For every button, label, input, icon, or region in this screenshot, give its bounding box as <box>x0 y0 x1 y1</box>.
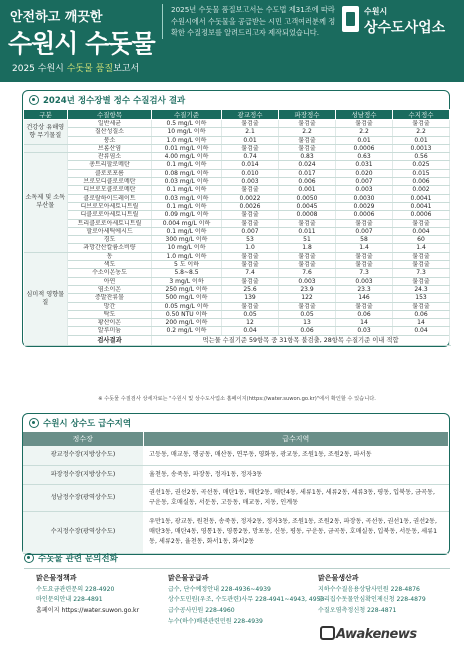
contact-line[interactable]: 수도요금관련문의 228-4920 <box>36 585 115 593</box>
quality-value: 0.0006 <box>336 144 393 152</box>
quality-standard: 1.0 mg/L 이하 <box>152 136 222 144</box>
quality-value: 0.015 <box>393 169 450 177</box>
subtitle-end: 보고서 <box>113 64 140 74</box>
quality-value: 0.004 <box>393 227 450 235</box>
quality-col-header: 구분 <box>24 110 68 120</box>
quality-value: 불검출 <box>393 219 450 227</box>
logo-city: 수원시 <box>364 7 388 16</box>
supply-plant: 성남정수장(광역상수도) <box>23 484 143 511</box>
quality-value: 0.0008 <box>279 211 336 219</box>
quality-value: 60 <box>393 236 450 244</box>
report-header <box>0 0 464 82</box>
quality-row <box>24 269 450 277</box>
subtitle-year: 2025 수원시 <box>12 64 64 74</box>
quality-standard: 0.05 mg/L 이하 <box>152 302 222 310</box>
contact-department: 맑은물생산과 <box>318 574 359 582</box>
quality-standard: 0.1 mg/L 이하 <box>152 161 222 169</box>
quality-value: 0.03 <box>336 327 393 335</box>
quality-value: 0.0041 <box>393 194 450 202</box>
quality-value: 0.0050 <box>279 194 336 202</box>
contact-line[interactable]: 누수(하수)배관관련민원 228-4939 <box>168 617 263 625</box>
quality-value: 0.0013 <box>393 144 450 152</box>
supply-table <box>23 432 449 554</box>
quality-item: 망간 <box>68 302 152 310</box>
quality-value: 7.3 <box>336 269 393 277</box>
quality-value: 0.74 <box>222 153 279 161</box>
quality-value: 0.06 <box>393 310 450 318</box>
quality-item: 과망간산칼륨소비량 <box>68 244 152 252</box>
quality-row <box>24 194 450 202</box>
quality-standard: 300 mg/L 이하 <box>152 236 222 244</box>
quality-item: 알루미늄 <box>68 327 152 335</box>
quality-row <box>24 319 450 327</box>
quality-value: 불검출 <box>222 144 279 152</box>
quality-value: 0.06 <box>336 310 393 318</box>
quality-item: 탁도 <box>68 310 152 318</box>
quality-value: 7.4 <box>222 269 279 277</box>
contacts-title: 수돗물 관련 문의전화 <box>24 552 118 564</box>
quality-value: 불검출 <box>393 261 450 269</box>
quality-category: 소독제 및 소독부산물 <box>24 153 68 253</box>
quality-value: 0.017 <box>279 169 336 177</box>
contact-line[interactable]: 급수공사민원 228-4960 <box>168 607 235 615</box>
quality-standard: 5.8~8.5 <box>152 269 222 277</box>
quality-value: 0.003 <box>336 186 393 194</box>
quality-value: 0.031 <box>336 161 393 169</box>
quality-value: 23.3 <box>336 285 393 293</box>
result-text: 먹는물 수질기준 59항목 중 31항목 불검출, 28항목 수질기준 이내 적합 <box>152 335 450 345</box>
quality-value: 불검출 <box>222 261 279 269</box>
quality-value: 불검출 <box>393 252 450 260</box>
quality-value: 2.2 <box>393 128 450 136</box>
supply-plant: 파장정수장(지방상수도) <box>23 465 143 484</box>
quality-result-row <box>24 335 450 345</box>
quality-category: 심미적 영향물질 <box>24 252 68 345</box>
quality-value: 0.020 <box>336 169 393 177</box>
quality-value: 7.3 <box>393 269 450 277</box>
quality-row <box>24 128 450 136</box>
quality-value: 0.83 <box>279 153 336 161</box>
quality-standard: 0.2 mg/L 이하 <box>152 327 222 335</box>
quality-section <box>22 90 450 347</box>
quality-row <box>24 186 450 194</box>
quality-value: 14 <box>393 319 450 327</box>
quality-row <box>24 236 450 244</box>
quality-value: 0.0030 <box>336 194 393 202</box>
title-line1: 안전하고 깨끗한 <box>10 10 103 25</box>
quality-standard: 3 mg/L 이하 <box>152 277 222 285</box>
quality-row <box>24 136 450 144</box>
quality-value: 0.01 <box>393 136 450 144</box>
quality-standard: 0.01 mg/L 이하 <box>152 144 222 152</box>
report-subtitle <box>12 61 139 74</box>
quality-value: 12 <box>222 319 279 327</box>
quality-row <box>24 227 450 235</box>
quality-value: 25.6 <box>222 285 279 293</box>
quality-item: 디클로로아세토니트릴 <box>68 211 152 219</box>
supply-row <box>23 484 449 511</box>
quality-value: 2.2 <box>336 128 393 136</box>
contact-line[interactable]: 수질오염측정신청 228-4871 <box>318 607 397 615</box>
watermark-logo-icon <box>320 626 335 640</box>
quality-value: 불검출 <box>279 219 336 227</box>
quality-item: 트리클로로아세토니트릴 <box>68 219 152 227</box>
quality-standard: 0.50 NTU 이하 <box>152 310 222 318</box>
quality-value: 153 <box>393 294 450 302</box>
quality-value: 2.1 <box>222 128 279 136</box>
quality-row <box>24 302 450 310</box>
quality-value: 0.006 <box>393 178 450 186</box>
quality-item: 경도 <box>68 236 152 244</box>
quality-value: 0.003 <box>336 277 393 285</box>
quality-value: 0.002 <box>393 186 450 194</box>
quality-value: 불검출 <box>279 136 336 144</box>
quality-row <box>24 244 450 252</box>
quality-value: 51 <box>279 236 336 244</box>
supply-section-title: 수원시 상수도 급수지역 <box>23 414 449 432</box>
quality-row <box>24 161 450 169</box>
result-label: 검사결과 <box>68 335 152 345</box>
quality-value: 0.0022 <box>222 194 279 202</box>
quality-row <box>24 120 450 128</box>
quality-value: 0.001 <box>279 186 336 194</box>
quality-value: 불검출 <box>222 186 279 194</box>
quality-value: 불검출 <box>393 120 450 128</box>
quality-item: 클로랄하이드레이트 <box>68 194 152 202</box>
supply-area: 권선1동, 권선2동, 곡선동, 매탄1동, 매탄2동, 매탄4동, 세류1동, 세류2동, 세류3동, 평동, 입북동, 금곡동, 구운동, 호매실동, 서둔동, 고등동, 매교동, 지동, 인계동 <box>143 484 449 511</box>
quality-value: 23.9 <box>279 285 336 293</box>
quality-row <box>24 153 450 161</box>
quality-value: 불검출 <box>279 120 336 128</box>
quality-value: 0.014 <box>222 161 279 169</box>
quality-item: 증발잔류물 <box>68 294 152 302</box>
quality-value: 0.011 <box>279 227 336 235</box>
quality-value: 불검출 <box>222 277 279 285</box>
quality-standard: 0.03 mg/L 이하 <box>152 194 222 202</box>
quality-row <box>24 261 450 269</box>
quality-row <box>24 144 450 152</box>
quality-item: 디브로모클로로메탄 <box>68 186 152 194</box>
report-description: 2025년 수돗물 품질보고서는 수도법 제31조에 따라 수원시에서 수돗물을 공급받는 시민 고객여러분께 정확한 수질정보를 알려드리고자 제작되었습니다. <box>162 4 336 39</box>
quality-value: 0.0029 <box>336 202 393 210</box>
quality-value: 0.56 <box>393 153 450 161</box>
quality-row <box>24 202 450 210</box>
quality-value: 불검출 <box>222 219 279 227</box>
quality-value: 0.0006 <box>393 211 450 219</box>
supply-section <box>22 413 450 555</box>
quality-value: 0.006 <box>279 178 336 186</box>
quality-value: 불검출 <box>336 252 393 260</box>
quality-value: 146 <box>336 294 393 302</box>
quality-item: 아연 <box>68 277 152 285</box>
quality-value: 0.024 <box>279 161 336 169</box>
quality-value: 불검출 <box>279 144 336 152</box>
quality-row <box>24 169 450 177</box>
quality-value: 불검출 <box>222 120 279 128</box>
quality-item: 할로아세틱에시드 <box>68 227 152 235</box>
contact-line[interactable]: 홈페이지 https://water.suwon.go.kr <box>36 607 140 615</box>
quality-standard: 5 도 이하 <box>152 261 222 269</box>
supply-plant: 광교정수장(지방상수도) <box>23 446 143 465</box>
supply-area: 고등동, 매교동, 행궁동, 매산동, 연무동, 영화동, 광교동, 조원1동, 조원2동, 파서동 <box>143 446 449 465</box>
quality-value: 0.01 <box>336 136 393 144</box>
supply-row <box>23 511 449 553</box>
quality-value: 0.007 <box>336 227 393 235</box>
quality-item: 디브로모아세토니트릴 <box>68 202 152 210</box>
quality-value: 0.01 <box>222 136 279 144</box>
contact-department: 맑은물공급과 <box>168 574 209 582</box>
quality-value: 불검출 <box>222 252 279 260</box>
quality-value: 0.04 <box>393 327 450 335</box>
contact-line[interactable]: 우리집수돗물안심확인제신청 228-4879 <box>318 596 426 604</box>
contact-column <box>168 573 325 628</box>
quality-item: 질산성질소 <box>68 128 152 136</box>
quality-row <box>24 310 450 318</box>
quality-row <box>24 252 450 260</box>
quality-value: 0.007 <box>222 227 279 235</box>
quality-value: 7.6 <box>279 269 336 277</box>
quality-item: 붕소 <box>68 136 152 144</box>
quality-value: 0.06 <box>279 327 336 335</box>
quality-item: 클로로포름 <box>68 169 152 177</box>
contact-column <box>36 573 176 617</box>
quality-value: 122 <box>279 294 336 302</box>
suwon-logo[interactable] <box>336 0 464 45</box>
quality-row <box>24 178 450 186</box>
quality-value: 1.4 <box>393 244 450 252</box>
quality-value: 1.0 <box>222 244 279 252</box>
quality-item: 황산이온 <box>68 319 152 327</box>
quality-value: 2.2 <box>279 128 336 136</box>
quality-value: 0.025 <box>393 161 450 169</box>
quality-value: 불검출 <box>336 302 393 310</box>
quality-value: 0.0045 <box>279 202 336 210</box>
quality-value: 0.04 <box>222 327 279 335</box>
contact-column <box>318 573 458 617</box>
quality-standard: 500 mg/L 이하 <box>152 294 222 302</box>
quality-item: 총트리할로메탄 <box>68 161 152 169</box>
quality-standard: 0.1 mg/L 이하 <box>152 227 222 235</box>
quality-value: 0.007 <box>336 178 393 186</box>
quality-category: 건강상 유해영향 무기물질 <box>24 120 68 145</box>
quality-standard: 10 mg/L 이하 <box>152 128 222 136</box>
quality-standard: 4.00 mg/L 이하 <box>152 153 222 161</box>
contact-line[interactable]: 상수도민원(우조, 수도관련)사무 228-4941~4943, 4953 <box>168 596 325 604</box>
contact-line[interactable]: 급수, 단수예정안내 228-4936~4939 <box>168 585 271 593</box>
quality-value: 불검출 <box>222 211 279 219</box>
supply-col-header: 정수장 <box>23 432 143 446</box>
title-line2: 수원시 수돗물 <box>8 29 155 58</box>
quality-row <box>24 294 450 302</box>
quality-value: 불검출 <box>393 302 450 310</box>
quality-category <box>24 144 68 152</box>
quality-table <box>23 109 450 346</box>
quality-col-header: 파장정수 <box>279 110 336 120</box>
quality-standard: 0.5 mg/L 이하 <box>152 120 222 128</box>
quality-value: 0.003 <box>222 178 279 186</box>
quality-item: 염소이온 <box>68 285 152 293</box>
quality-row <box>24 219 450 227</box>
quality-value: 0.05 <box>279 310 336 318</box>
quality-value: 불검출 <box>336 261 393 269</box>
quality-value: 0.05 <box>222 310 279 318</box>
quality-value: 14 <box>336 319 393 327</box>
quality-standard: 0.03 mg/L 이하 <box>152 178 222 186</box>
quality-item: 브롬산염 <box>68 144 152 152</box>
quality-value: 불검출 <box>393 277 450 285</box>
quality-item: 브로모디클로로메탄 <box>68 178 152 186</box>
supply-area: 우만1동, 광교동, 원천동, 송죽동, 정자2동, 정자3동, 조원1동, 조원2동, 파장동, 곡선동, 권선1동, 권선2동, 매탄3동, 매탄4동, 영통1동, 영통2동, 망포동, 신동, 평동, 구운동, 금곡동, 호매실동, 입북동, 서둔동, 세류1동, 세류2동, 율천동, 화서1동, 화서2동 <box>143 511 449 553</box>
quality-value: 13 <box>279 319 336 327</box>
water-drop-icon <box>29 95 39 105</box>
quality-item: 수소이온농도 <box>68 269 152 277</box>
quality-value: 불검출 <box>336 120 393 128</box>
quality-standard: 0.1 mg/L 이하 <box>152 202 222 210</box>
quality-standard: 0.09 mg/L 이하 <box>152 211 222 219</box>
quality-item: 동 <box>68 252 152 260</box>
quality-row <box>24 285 450 293</box>
water-drop-icon <box>29 418 39 428</box>
quality-col-header: 광교정수 <box>222 110 279 120</box>
quality-value: 0.010 <box>222 169 279 177</box>
phone-icon <box>24 553 34 563</box>
quality-value: 1.8 <box>279 244 336 252</box>
quality-value: 24.3 <box>393 285 450 293</box>
supply-row <box>23 465 449 484</box>
quality-value: 불검출 <box>279 302 336 310</box>
quality-col-header: 수질항목 <box>68 110 152 120</box>
quality-value: 58 <box>336 236 393 244</box>
quality-item: 일반세균 <box>68 120 152 128</box>
quality-value: 0.0026 <box>222 202 279 210</box>
quality-row <box>24 327 450 335</box>
quality-standard: 200 mg/L 이하 <box>152 319 222 327</box>
subtitle-highlight: 수돗물 품질 <box>66 64 114 74</box>
contact-line[interactable]: 마인문의안내 228-4891 <box>36 596 103 604</box>
contact-line[interactable]: 지하수수질음용상담사민원 228-4876 <box>318 585 420 593</box>
quality-col-header: 수질기준 <box>152 110 222 120</box>
quality-value: 불검출 <box>222 302 279 310</box>
water-drop-icon <box>342 6 359 32</box>
supply-col-header: 급수지역 <box>143 432 449 446</box>
logo-office: 상수도사업소 <box>364 20 446 36</box>
quality-value: 139 <box>222 294 279 302</box>
quality-row <box>24 211 450 219</box>
quality-standard: 0.004 mg/L 이하 <box>152 219 222 227</box>
quality-value: 0.003 <box>279 277 336 285</box>
divider <box>24 568 450 569</box>
quality-col-header: 성남정수 <box>336 110 393 120</box>
supply-row <box>23 446 449 465</box>
watermark: Awakenews <box>320 626 417 642</box>
quality-value: 불검출 <box>279 252 336 260</box>
quality-row <box>24 277 450 285</box>
quality-value: 53 <box>222 236 279 244</box>
supply-area: 율천동, 송죽동, 파장동, 정자1동, 정자3동 <box>143 465 449 484</box>
contact-department: 맑은물정책과 <box>36 574 77 582</box>
quality-value: 불검출 <box>336 219 393 227</box>
quality-value: 0.0006 <box>336 211 393 219</box>
quality-col-header: 수지정수 <box>393 110 450 120</box>
quality-standard: 10 mg/L 이하 <box>152 244 222 252</box>
quality-standard: 250 mg/L 이하 <box>152 285 222 293</box>
quality-item: 잔류염소 <box>68 153 152 161</box>
quality-standard: 1.0 mg/L 이하 <box>152 252 222 260</box>
quality-item: 색도 <box>68 261 152 269</box>
quality-value: 0.0041 <box>393 202 450 210</box>
quality-standard: 0.1 mg/L 이하 <box>152 186 222 194</box>
quality-value: 0.63 <box>336 153 393 161</box>
quality-note: ※ 수돗물 수질검사 상세자료는 "수원시 및 상수도사업소 홈페이지(https://water.suwon.go.kr)"에서 확인할 수 있습니다. <box>98 396 376 402</box>
quality-standard: 0.08 mg/L 이하 <box>152 169 222 177</box>
quality-value: 1.4 <box>336 244 393 252</box>
supply-plant: 수지정수장(광역상수도) <box>23 511 143 553</box>
quality-section-title: 2024년 정수장별 정수 수질검사 결과 <box>23 91 449 109</box>
quality-value: 불검출 <box>279 261 336 269</box>
